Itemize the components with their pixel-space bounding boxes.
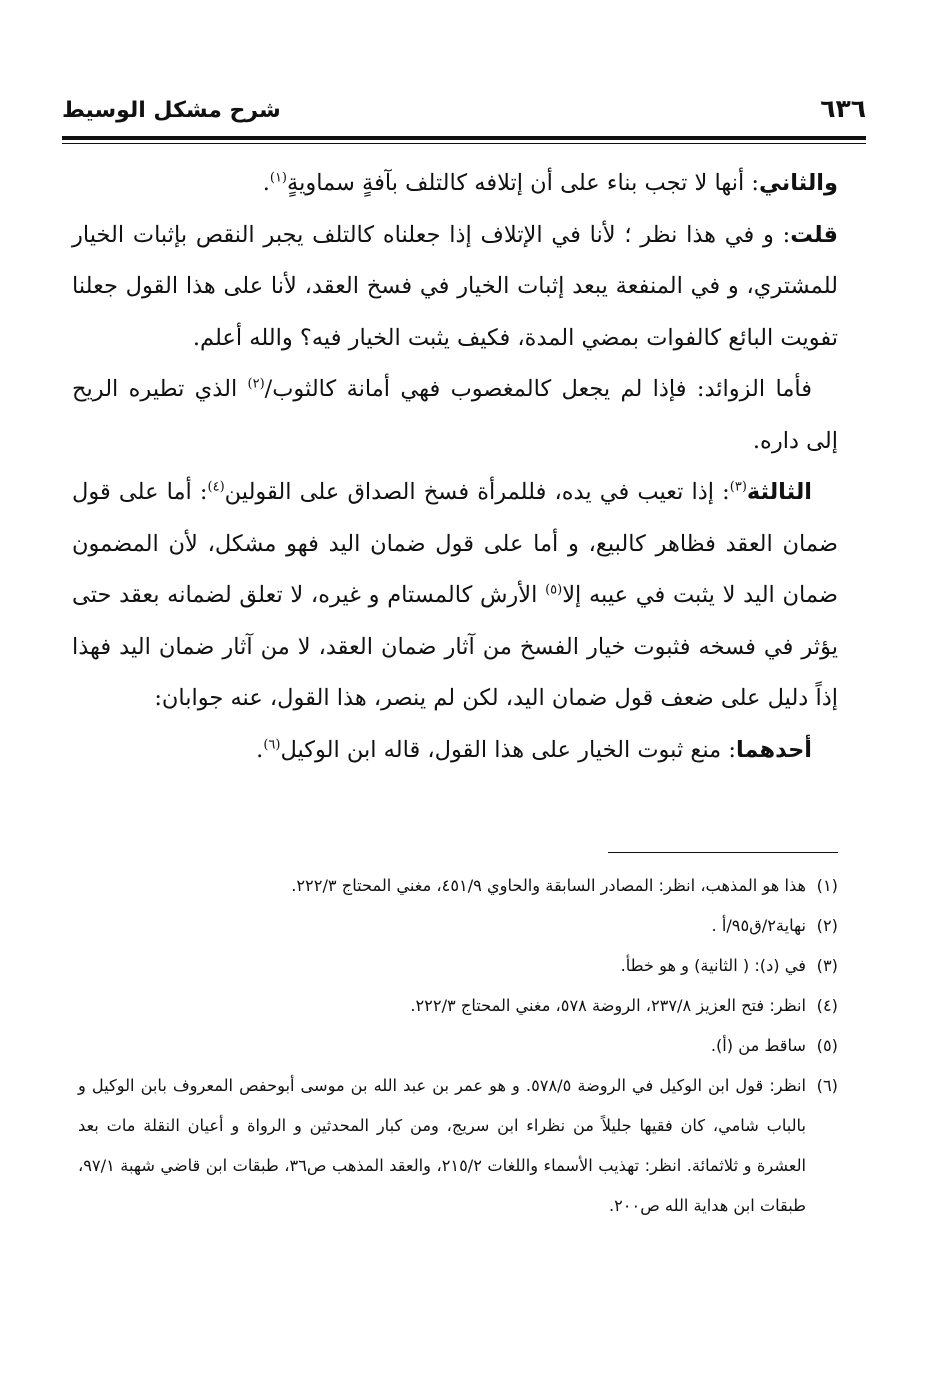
footnote-separator <box>608 852 838 853</box>
footnote-number: (٦) <box>816 1076 838 1095</box>
footnote-ref: (٢) <box>247 376 265 392</box>
paragraph-first-answer <box>72 725 838 777</box>
footnote <box>78 906 838 946</box>
paragraph-author-note <box>72 210 838 365</box>
footnote-text: نهاية٢/ق٩٥/أ . <box>711 916 806 935</box>
lead-word: أحدهما <box>735 736 812 763</box>
book-title: شرح مشكل الوسيط <box>62 98 281 123</box>
page-number: ٦٣٦ <box>820 94 866 123</box>
footnote-ref: (٣) <box>729 479 747 495</box>
footnote <box>78 1026 838 1066</box>
lead-word: قلت <box>790 221 838 248</box>
footnotes <box>78 866 838 1226</box>
footnote <box>78 946 838 986</box>
footnote-text: ساقط من (أ). <box>710 1036 806 1055</box>
footnote-text: في (د): ( الثانية) و هو خطأ. <box>620 956 806 975</box>
footnote-number: (٢) <box>816 916 838 935</box>
footnote-ref: (٥) <box>545 582 563 598</box>
running-header <box>62 92 866 134</box>
footnote-ref: (٦) <box>263 737 281 752</box>
paragraph-text: : و في هذا نظر ؛ لأنا في الإتلاف إذا جعلناه كالتلف يجبر النقص بإثبات الخيار للمشتري، و في المنفعة يبعد إثبات الخيار في فسخ العقد، لأنا على هذا القول جعلنا تفويت البائع كالفوات بمضي المدة، فكيف يثبت الخيار فيه؟ والله أعلم. <box>72 221 838 351</box>
lead-word: الثالثة <box>746 479 812 505</box>
footnote-text: انظر: فتح العزيز ٢٣٧/٨، الروضة ٥٧٨، مغني المحتاج ٢٢٢/٣. <box>410 996 806 1015</box>
footnote-number: (٤) <box>816 996 838 1015</box>
footnote <box>78 1066 838 1226</box>
paragraph-tail: . <box>256 736 264 763</box>
header-rule-thin <box>62 143 866 144</box>
footnote <box>78 986 838 1026</box>
paragraph-second-opinion <box>72 158 838 210</box>
paragraph-tail: . <box>262 170 270 196</box>
paragraph-text: : أنها لا تجب بناء على أن إتلافه كالتلف بآفةٍ سماويةٍ <box>287 170 759 196</box>
paragraph-text: : منع ثبوت الخيار على هذا القول، قاله ابن الوكيل <box>280 736 736 763</box>
paragraph-third-case <box>72 467 838 725</box>
footnote-number: (٣) <box>816 956 838 975</box>
paragraph-text: الأرش كالمستام و غيره، لا تعلق لضمانه بعقد حتى يؤثر في فسخه فثبوت خيار الفسخ من آثار ضمان العقد، لا من آثار ضمان اليد فهذا إذاً دليل على ضعف قول ضمان اليد، لكن لم ينصر، هذا القول، عنه جوابان: <box>72 582 838 711</box>
main-text <box>72 158 838 776</box>
header-rule-thick <box>62 136 866 140</box>
footnote-number: (٥) <box>816 1036 838 1055</box>
footnote-text: انظر: قول ابن الوكيل في الروضة ٥٧٨/٥. و هو عمر بن عبد الله بن موسى أبوحفص المعروف بابن الوكيل و بالباب شامي، كان فقيها جليلاً من نظراء ابن سريج، ومن كبار المحدثين و الرواة و أعيان النقلة مات بعد العشرة و ثلاثمائة. انظر: تهذيب الأسماء واللغات ٢١٥/٢، والعقد المذهب ص٣٦، طبقات ابن قاضي شهبة ٩٧/١، طبقات ابن هداية الله ص٢٠٠. <box>78 1076 806 1215</box>
paragraph-text: الذي تطيره الريح إلى داره. <box>72 376 838 454</box>
footnote <box>78 866 838 906</box>
paragraph-text: : إذا تعيب في يده، فللمرأة فسخ الصداق على القولين <box>224 479 730 505</box>
footnote-ref: (١) <box>269 170 287 186</box>
paragraph-additions <box>72 364 838 467</box>
paragraph-text: : أما على قول ضمان العقد فظاهر كالبيع، و أما على قول ضمان اليد فهو مشكل، لأن المضمون ضمان اليد لا يثبت في عيبه إلا <box>72 479 838 608</box>
paragraph-text: فأما الزوائد: فإذا لم يجعل كالمغصوب فهي أمانة كالثوب/ <box>264 376 812 402</box>
footnote-text: هذا هو المذهب، انظر: المصادر السابقة والحاوي ٤٥١/٩، مغني المحتاج ٢٢٢/٣. <box>291 876 806 895</box>
footnote-ref: (٤) <box>207 479 225 495</box>
footnote-number: (١) <box>816 876 838 895</box>
lead-word: والثاني <box>759 170 838 196</box>
